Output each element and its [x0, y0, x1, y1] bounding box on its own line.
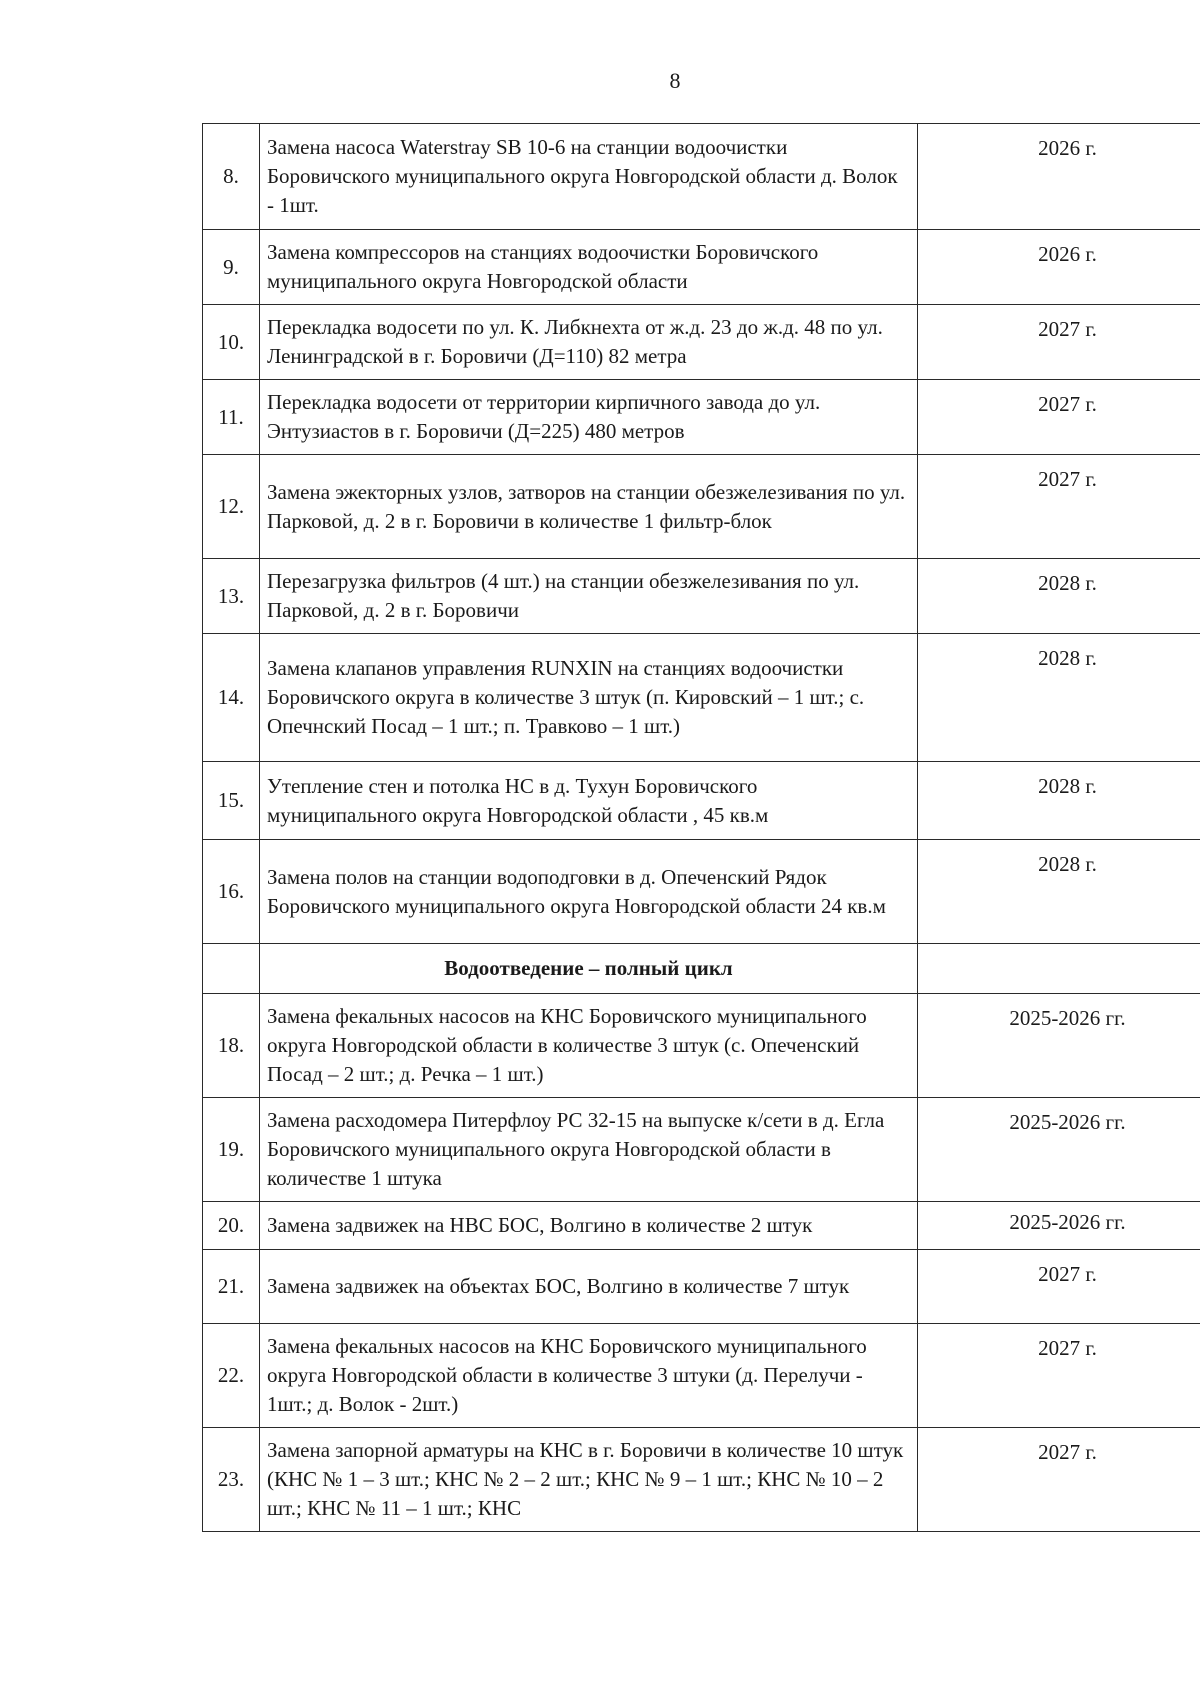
row-number: 15. — [203, 762, 260, 840]
table-row — [203, 1428, 1200, 1532]
section-title: Водоотведение – полный цикл — [260, 944, 918, 994]
row-date: 2026 г. — [918, 230, 1200, 305]
row-date: 2028 г. — [918, 559, 1200, 634]
table-row — [203, 380, 1200, 455]
row-number: 19. — [203, 1098, 260, 1202]
table-row — [203, 762, 1200, 840]
table-row — [203, 1324, 1200, 1428]
row-number: 9. — [203, 230, 260, 305]
measures-table — [202, 123, 1200, 1532]
row-description: Перезагрузка фильтров (4 шт.) на станции обезжелезивания по ул. Парковой, д. 2 в г. Боровичи — [260, 559, 918, 634]
row-description: Замена расходомера Питерфлоу РС 32-15 на выпуске к/сети в д. Егла Боровичского муниципального округа Новгородской области в количестве 1 штука — [260, 1098, 918, 1202]
table-row — [203, 559, 1200, 634]
section-date-cell — [918, 944, 1200, 994]
row-number: 22. — [203, 1324, 260, 1428]
row-number: 18. — [203, 994, 260, 1098]
section-number-cell — [203, 944, 260, 994]
row-number: 16. — [203, 840, 260, 944]
row-date: 2027 г. — [918, 455, 1200, 559]
row-date: 2028 г. — [918, 762, 1200, 840]
table-row — [203, 634, 1200, 762]
row-date: 2028 г. — [918, 634, 1200, 762]
row-number: 23. — [203, 1428, 260, 1532]
page-number: 8 — [669, 68, 681, 93]
row-date: 2026 г. — [918, 124, 1200, 230]
row-date: 2027 г. — [918, 380, 1200, 455]
row-number: 21. — [203, 1250, 260, 1324]
row-description: Замена компрессоров на станциях водоочистки Боровичского муниципального округа Новгородской области — [260, 230, 918, 305]
row-description: Замена клапанов управления RUNXIN на станциях водоочистки Боровичского округа в количестве 3 штук (п. Кировский – 1 шт.; с. Опечнский Посад – 1 шт.; п. Травково – 1 шт.) — [260, 634, 918, 762]
table-row — [203, 305, 1200, 380]
table-row — [203, 840, 1200, 944]
row-date: 2025-2026 гг. — [918, 1202, 1200, 1250]
row-number: 20. — [203, 1202, 260, 1250]
row-date: 2027 г. — [918, 305, 1200, 380]
table-row — [203, 455, 1200, 559]
row-description: Замена полов на станции водоподговки в д. Опеченский Рядок Боровичского муниципального округа Новгородской области 24 кв.м — [260, 840, 918, 944]
table-row — [203, 1202, 1200, 1250]
row-description: Перекладка водосети от территории кирпичного завода до ул. Энтузиастов в г. Боровичи (Д=225) 480 метров — [260, 380, 918, 455]
row-date: 2025-2026 гг. — [918, 994, 1200, 1098]
row-number: 8. — [203, 124, 260, 230]
table-row — [203, 124, 1200, 230]
row-number: 12. — [203, 455, 260, 559]
section-row — [203, 944, 1200, 994]
row-description: Замена фекальных насосов на КНС Боровичского муниципального округа Новгородской области в количестве 3 штуки (д. Перелучи - 1шт.; д. Волок - 2шт.) — [260, 1324, 918, 1428]
row-date: 2028 г. — [918, 840, 1200, 944]
row-description: Замена задвижек на объектах БОС, Волгино в количестве 7 штук — [260, 1250, 918, 1324]
row-description: Замена насоса Waterstray SB 10-6 на станции водоочистки Боровичского муниципального округа Новгородской области д. Волок - 1шт. — [260, 124, 918, 230]
table-row — [203, 230, 1200, 305]
row-description: Замена эжекторных узлов, затворов на станции обезжелезивания по ул. Парковой, д. 2 в г. Боровичи в количестве 1 фильтр-блок — [260, 455, 918, 559]
table-row — [203, 994, 1200, 1098]
row-number: 10. — [203, 305, 260, 380]
row-description: Перекладка водосети по ул. К. Либкнехта от ж.д. 23 до ж.д. 48 по ул. Ленинградской в г. Боровичи (Д=110) 82 метра — [260, 305, 918, 380]
row-number: 13. — [203, 559, 260, 634]
table-row — [203, 1250, 1200, 1324]
row-date: 2027 г. — [918, 1324, 1200, 1428]
row-number: 14. — [203, 634, 260, 762]
row-date: 2027 г. — [918, 1250, 1200, 1324]
row-date: 2025-2026 гг. — [918, 1098, 1200, 1202]
row-description: Замена запорной арматуры на КНС в г. Боровичи в количестве 10 штук (КНС № 1 – 3 шт.; КНС № 2 – 2 шт.; КНС № 9 – 1 шт.; КНС № 10 – 2 шт.; КНС № 11 – 1 шт.; КНС — [260, 1428, 918, 1532]
row-description: Замена задвижек на НВС БОС, Волгино в количестве 2 штук — [260, 1202, 918, 1250]
row-date: 2027 г. — [918, 1428, 1200, 1532]
row-number: 11. — [203, 380, 260, 455]
row-description: Замена фекальных насосов на КНС Боровичского муниципального округа Новгородской области в количестве 3 штук (с. Опеченский Посад – 2 шт.; д. Речка – 1 шт.) — [260, 994, 918, 1098]
table-row — [203, 1098, 1200, 1202]
row-description: Утепление стен и потолка НС в д. Тухун Боровичского муниципального округа Новгородской области , 45 кв.м — [260, 762, 918, 840]
